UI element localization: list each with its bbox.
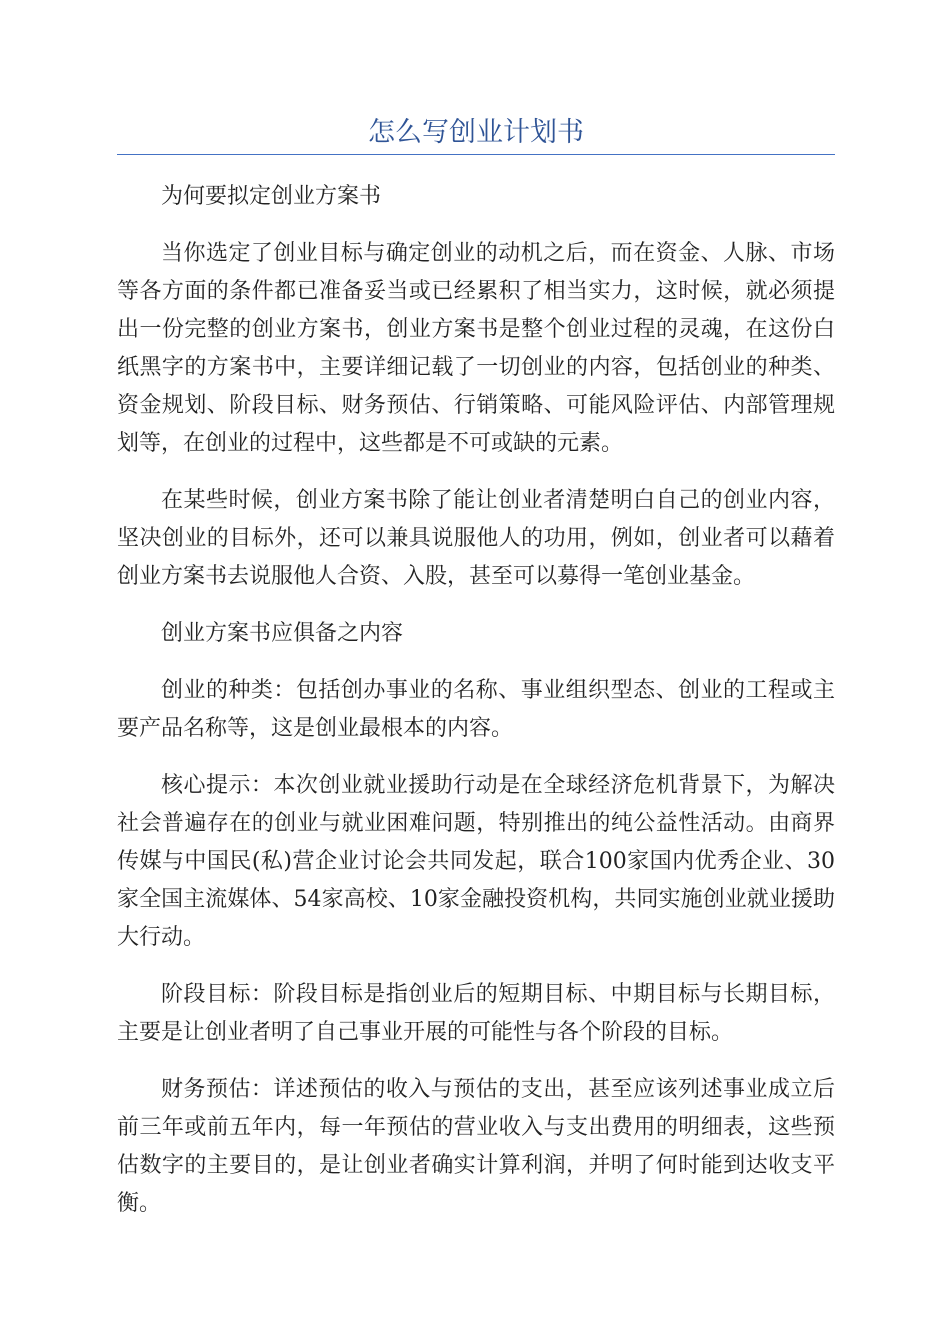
document-title: 怎么写创业计划书 bbox=[368, 117, 584, 148]
paragraph-plan-overview: 当你选定了创业目标与确定创业的动机之后，而在资金、人脉、市场等各方面的条件都已准备妥当或已经累积了相当实力，这时候，就必须提出一份完整的创业方案书，创业方案书是整个创业过程的灵魂，在这份白纸黑字的方案书中，主要详细记载了一切创业的内容，包括创业的种类、资金规划、阶段目标、财务预估、行销策略、可能风险评估、内部管理规划等，在创业的过程中，这些都是不可或缺的元素。 bbox=[117, 241, 835, 456]
paragraph-plan-persuasion: 在某些时候，创业方案书除了能让创业者清楚明白自己的创业内容，坚决创业的目标外，还可以兼具说服他人的功用，例如，创业者可以藉着创业方案书去说服他人合资、入股，甚至可以募得一笔创业基金。 bbox=[117, 488, 835, 589]
paragraph-business-type: 创业的种类：包括创办事业的名称、事业组织型态、创业的工程或主要产品名称等，这是创业最根本的内容。 bbox=[117, 678, 835, 741]
paragraph-financial-forecast: 财务预估：详述预估的收入与预估的支出，甚至应该列述事业成立后前三年或前五年内，每一年预估的营业收入与支出费用的明细表，这些预估数字的主要目的，是让创业者确实计算利润，并明了何时能到达收支平衡。 bbox=[117, 1077, 835, 1216]
paragraph-stage-goals: 阶段目标：阶段目标是指创业后的短期目标、中期目标与长期目标，主要是让创业者明了自己事业开展的可能性与各个阶段的目标。 bbox=[117, 982, 835, 1045]
section-heading-plan-contents: 创业方案书应俱备之内容 bbox=[161, 621, 404, 646]
section-heading-why-plan: 为何要拟定创业方案书 bbox=[161, 184, 382, 209]
title-underline bbox=[117, 154, 835, 155]
paragraph-core-tip: 核心提示：本次创业就业援助行动是在全球经济危机背景下，为解决社会普遍存在的创业与就业困难问题，特别推出的纯公益性活动。由商界传媒与中国民(私)营企业讨论会共同发起，联合100家国内优秀企业、30家全国主流媒体、54家高校、10家金融投资机构，共同实施创业就业援助大行动。 bbox=[117, 773, 835, 950]
document-body bbox=[117, 178, 835, 1242]
